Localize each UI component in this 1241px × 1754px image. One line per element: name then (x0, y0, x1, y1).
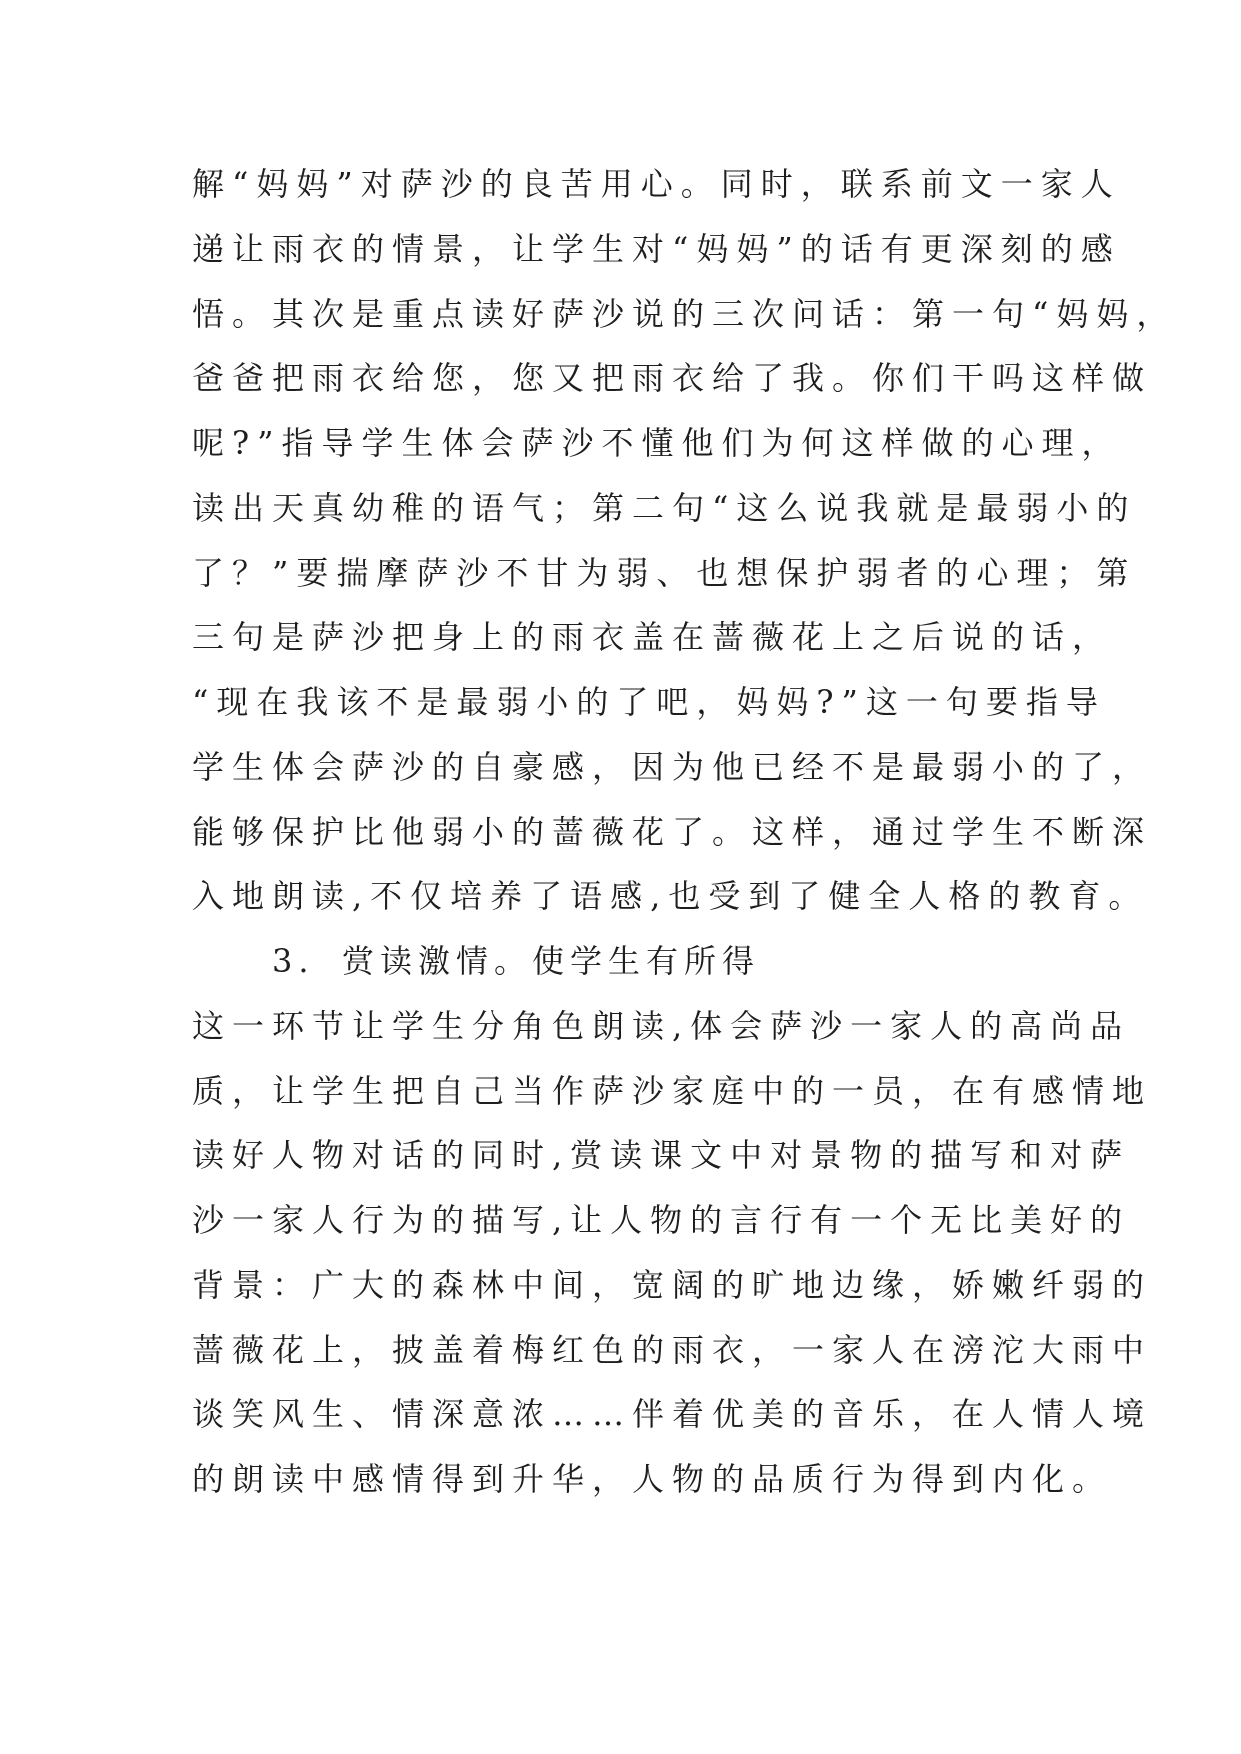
section-heading (272, 933, 760, 989)
paragraph-2-line-5: 背景：广大的森林中间，宽阔的旷地边缘，娇嫩纤弱的 (192, 1266, 1153, 1304)
paragraph-1-line-12: 入地朗读,不仅培养了语感,也受到了健全人格的教育。 (192, 877, 1149, 915)
paragraph-2-line-8: 的朗读中感情得到升华，人物的品质行为得到内化。 (192, 1460, 1113, 1498)
paragraph-1-line-4: 爸爸把雨衣给您，您又把雨衣给了我。你们干吗这样做 (192, 359, 1153, 397)
paragraph-2-line-1: 这一环节让学生分角色朗读,体会萨沙一家人的高尚品 (192, 1007, 1131, 1045)
paragraph-2-line-7: 谈笑风生、情深意浓……伴着优美的音乐，在人情人境 (192, 1395, 1153, 1433)
section-heading-text: 赏读激情。使学生有所得 (342, 942, 761, 980)
paragraph-1-line-9: “现在我该不是最弱小的了吧，妈妈?”这一句要指导 (192, 683, 1106, 721)
paragraph-1-line-5: 呢?”指导学生体会萨沙不懂他们为何这样做的心理， (192, 424, 1122, 462)
section-heading-number: 3. (272, 942, 315, 980)
paragraph-1-line-6: 读出天真幼稚的语气；第二句“这么说我就是最弱小的 (192, 489, 1137, 527)
paragraph-1-line-8: 三句是萨沙把身上的雨衣盖在蔷薇花上之后说的话， (192, 618, 1113, 656)
paragraph-1-line-3: 悟。其次是重点读好萨沙说的三次问话：第一句“妈妈， (192, 295, 1177, 333)
paragraph-1-line-1: 解“妈妈”对萨沙的良苦用心。同时，联系前文一家人 (192, 165, 1121, 203)
paragraph-1-line-11: 能够保护比他弱小的蔷薇花了。这样，通过学生不断深 (192, 813, 1153, 851)
paragraph-2-line-6: 蔷薇花上，披盖着梅红色的雨衣，一家人在滂沱大雨中 (192, 1331, 1153, 1369)
paragraph-1-line-7: 了？”要揣摩萨沙不甘为弱、也想保护弱者的心理；第 (192, 554, 1137, 592)
paragraph-1-line-2: 递让雨衣的情景，让学生对“妈妈”的话有更深刻的感 (192, 230, 1121, 268)
paragraph-2-line-4: 沙一家人行为的描写,让人物的言行有一个无比美好的 (192, 1201, 1131, 1239)
paragraph-2-line-3: 读好人物对话的同时,赏读课文中对景物的描写和对萨 (192, 1136, 1131, 1174)
paragraph-1-line-10: 学生体会萨沙的自豪感，因为他已经不是最弱小的了， (192, 748, 1153, 786)
paragraph-2-line-2: 质，让学生把自己当作萨沙家庭中的一员，在有感情地 (192, 1072, 1153, 1110)
